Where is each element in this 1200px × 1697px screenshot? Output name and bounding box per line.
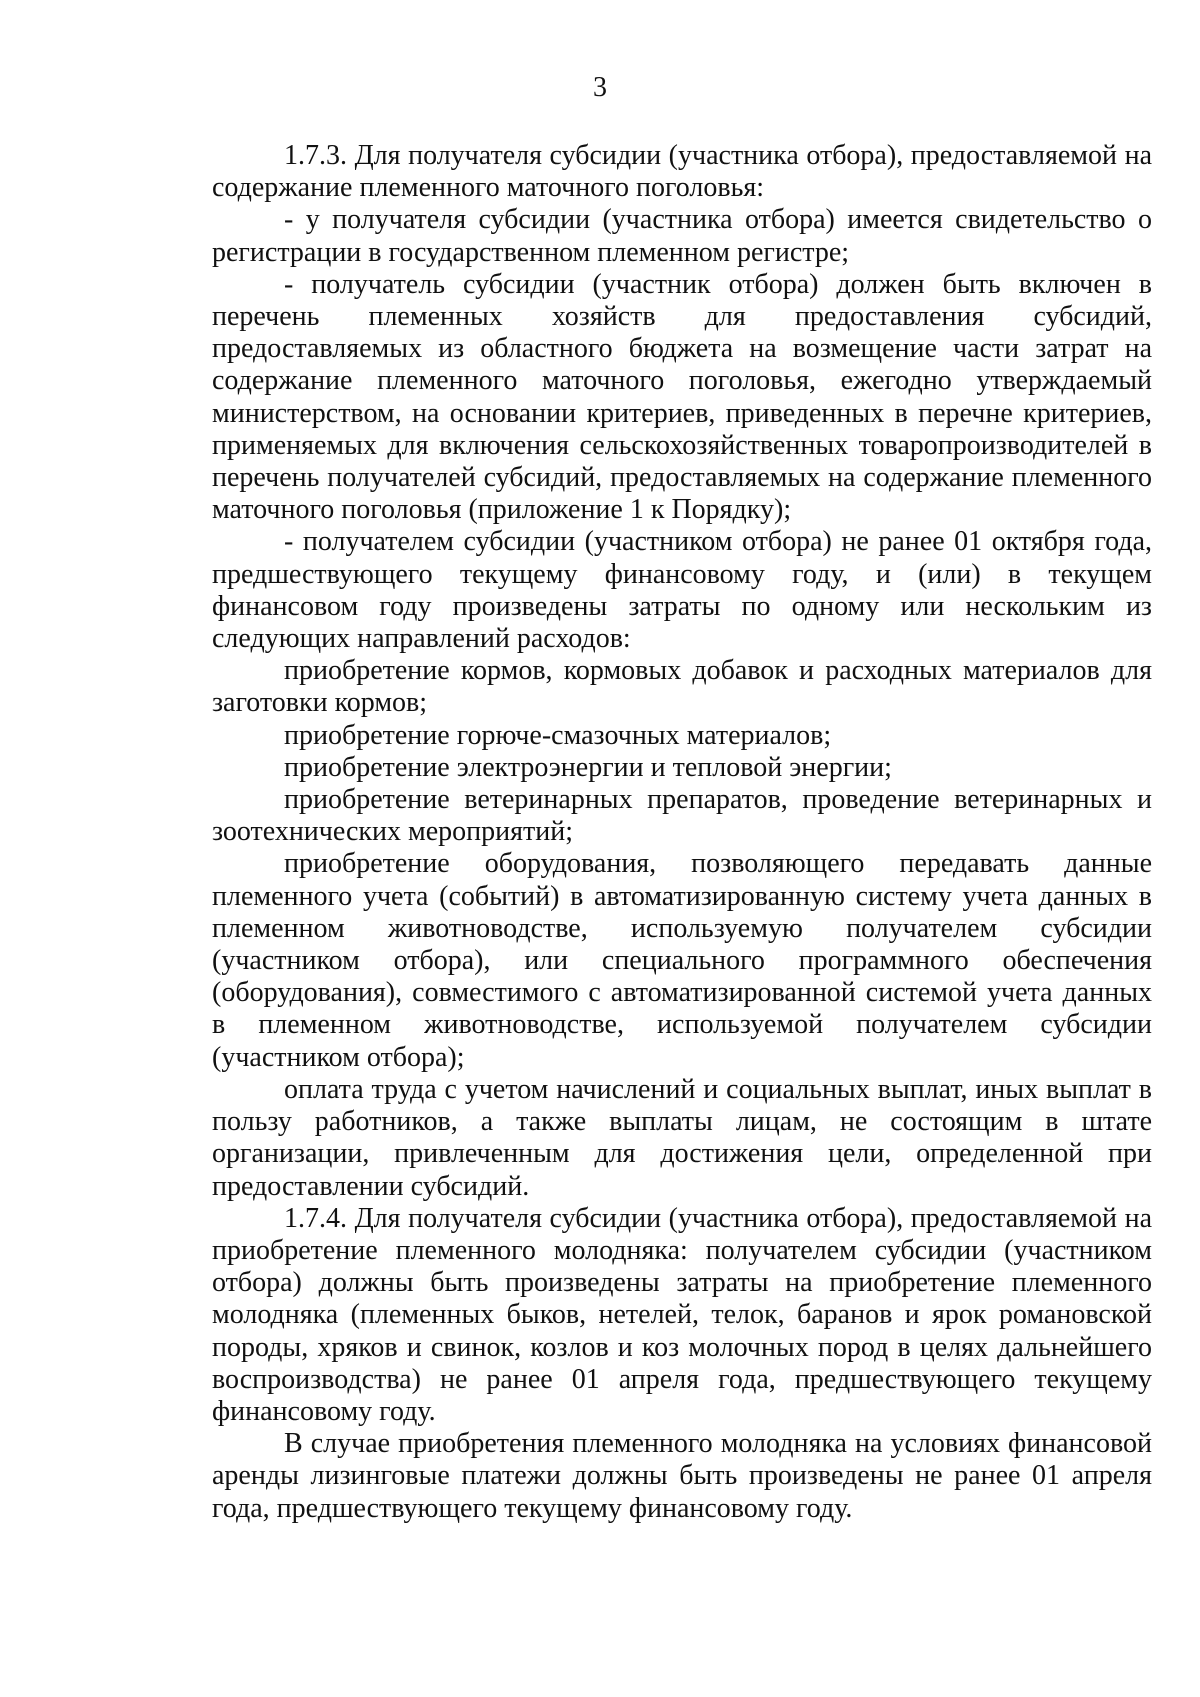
paragraph-labor-payment: оплата труда с учетом начислений и социальных выплат, иных выплат в пользу работников, а также выплаты лицам, не состоящим в штате организации, привлеченным для достижения цели, определенной при предоставлении субсидий. bbox=[212, 1073, 1152, 1202]
paragraph-equipment: приобретение оборудования, позволяющего передавать данные племенного учета (событий) в автоматизированную систему учета данных в племенном животноводстве, используемую получателем субсидии (участником отбора), или специального программного обеспечения (оборудования), совместимого с автоматизированной системой учета данных в племенном животноводстве, используемой получателем субсидии (участником отбора); bbox=[212, 848, 1152, 1073]
paragraph-expenses-intro: - получателем субсидии (участником отбора) не ранее 01 октября года, предшествующего текущему финансовому году, и (или) в текущем финансовом году произведены затраты по одному или нескольким из следующих направлений расходов: bbox=[212, 526, 1152, 655]
document-body bbox=[212, 140, 1152, 1525]
paragraph-energy-purchase: приобретение электроэнергии и тепловой энергии; bbox=[284, 751, 892, 783]
paragraph-veterinary: приобретение ветеринарных препаратов, проведение ветеринарных и зоотехнических мероприятий; bbox=[212, 784, 1152, 848]
paragraph-registry-certificate: - у получателя субсидии (участника отбора) имеется свидетельство о регистрации в государственном племенном регистре; bbox=[212, 204, 1152, 268]
paragraph-fuel-purchase: приобретение горюче-смазочных материалов; bbox=[284, 719, 832, 751]
paragraph-1-7-3: 1.7.3. Для получателя субсидии (участника отбора), предоставляемой на содержание племенного маточного поголовья: bbox=[212, 140, 1152, 204]
paragraph-breeding-farms-list: - получатель субсидии (участник отбора) должен быть включен в перечень племенных хозяйств для предоставления субсидий, предоставляемых из областного бюджета на возмещение части затрат на содержание племенного маточного поголовья, ежегодно утверждаемый министерством, на основании критериев, приведенных в перечне критериев, применяемых для включения сельскохозяйственных товаропроизводителей в перечень получателей субсидий, предоставляемых на содержание племенного маточного поголовья (приложение 1 к Порядку); bbox=[212, 268, 1152, 526]
paragraph-leasing: В случае приобретения племенного молодняка на условиях финансовой аренды лизинговые платежи должны быть произведены не ранее 01 апреля года, предшествующего текущему финансовому году. bbox=[212, 1428, 1152, 1524]
paragraph-1-7-4: 1.7.4. Для получателя субсидии (участника отбора), предоставляемой на приобретение племенного молодняка: получателем субсидии (участником отбора) должны быть произведены затраты на приобретение племенного молодняка (племенных быков, нетелей, телок, баранов и ярок романовской породы, хряков и свинок, козлов и коз молочных пород в целях дальнейшего воспроизводства) не ранее 01 апреля года, предшествующего текущему финансовому году. bbox=[212, 1202, 1152, 1427]
paragraph-feed-purchase: приобретение кормов, кормовых добавок и расходных материалов для заготовки кормов; bbox=[212, 655, 1152, 719]
page-number: 3 bbox=[593, 72, 607, 103]
